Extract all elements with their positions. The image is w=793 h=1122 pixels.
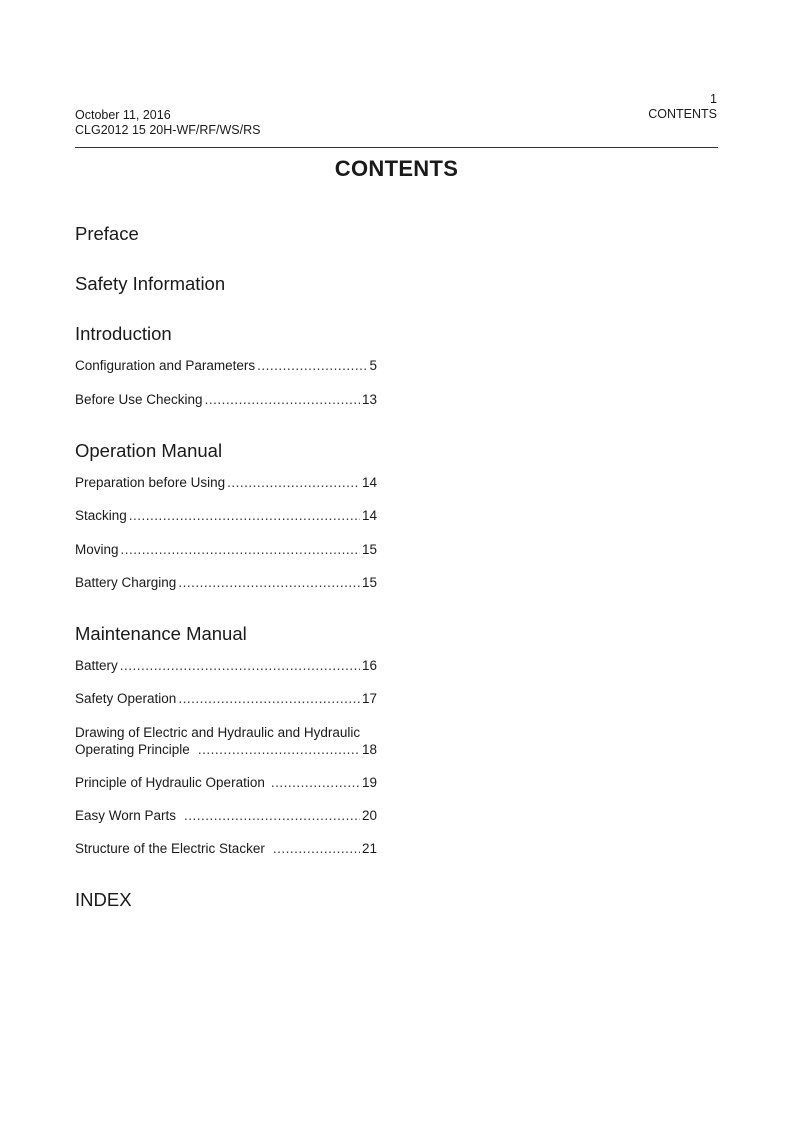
toc-introduction[interactable]: Introduction — [75, 323, 172, 344]
toc-entry-page: 16 — [361, 658, 377, 673]
toc-entry-label: Moving — [75, 542, 119, 557]
page-header-right — [648, 92, 717, 122]
toc-maintenance-manual[interactable]: Maintenance Manual — [75, 623, 247, 644]
leader-dots — [120, 657, 360, 674]
toc-entry-label: Configuration and Parameters — [75, 358, 256, 373]
toc-entry-label: Battery Charging — [75, 575, 177, 590]
toc-entry-label: Stacking — [75, 508, 127, 523]
toc-entry-page: 21 — [361, 841, 377, 856]
header-page-number: 1 — [710, 92, 717, 106]
toc-entry-page: 19 — [361, 775, 377, 790]
toc-entry[interactable] — [75, 391, 377, 408]
header-date: October 11, 2016 — [75, 108, 171, 122]
toc-entry[interactable] — [75, 357, 377, 374]
leader-dots — [227, 474, 360, 491]
toc-entry[interactable] — [75, 724, 377, 758]
leader-dots — [257, 357, 367, 374]
toc-entry-label: Structure of the Electric Stacker — [75, 841, 265, 856]
toc-operation-manual[interactable]: Operation Manual — [75, 440, 223, 461]
toc-entry-page: 5 — [369, 358, 377, 373]
toc-entry-page: 17 — [361, 691, 377, 706]
toc-entry-label: Principle of Hydraulic Operation — [75, 775, 265, 790]
toc-entry-label: Drawing of Electric and Hydraulic and Hydraulic — [75, 725, 361, 740]
leader-dots — [198, 741, 360, 758]
toc-entry-page: 18 — [361, 742, 377, 757]
toc-entry[interactable] — [75, 657, 377, 674]
toc-entry[interactable] — [75, 840, 377, 857]
toc-entry-label: Safety Operation — [75, 691, 177, 706]
leader-dots — [178, 574, 360, 591]
leader-dots — [129, 507, 360, 524]
toc-entry[interactable] — [75, 541, 377, 558]
toc-entry-page: 20 — [361, 808, 377, 823]
header-section: CONTENTS — [648, 107, 717, 121]
toc-entry[interactable] — [75, 574, 377, 591]
toc-entry[interactable] — [75, 690, 377, 707]
toc-entry[interactable] — [75, 507, 377, 524]
toc-entry-page: 13 — [361, 392, 377, 407]
toc-entry[interactable] — [75, 774, 377, 791]
leader-dots — [184, 807, 360, 824]
leader-dots — [273, 840, 360, 857]
toc-entry-label-continued: Operating Principle — [75, 742, 190, 757]
toc-entry-page: 14 — [361, 508, 377, 523]
toc-entry-page: 14 — [361, 475, 377, 490]
toc-safety-information[interactable]: Safety Information — [75, 273, 226, 294]
toc-entry-page: 15 — [361, 542, 377, 557]
page-header-left — [75, 108, 260, 138]
leader-dots — [205, 391, 360, 408]
toc-entry-label: Easy Worn Parts — [75, 808, 177, 823]
leader-dots — [121, 541, 360, 558]
header-rule — [75, 147, 718, 148]
leader-dots — [178, 690, 360, 707]
toc-entry-label: Preparation before Using — [75, 475, 226, 490]
header-model: CLG2012 15 20H-WF/RF/WS/RS — [75, 123, 261, 137]
toc-preface[interactable]: Preface — [75, 223, 139, 244]
leader-dots — [271, 774, 360, 791]
toc-entry-label: Battery — [75, 658, 118, 673]
page-title: CONTENTS — [334, 156, 459, 181]
toc-index[interactable]: INDEX — [75, 889, 132, 910]
toc-entry[interactable] — [75, 807, 377, 824]
toc-entry-page: 15 — [361, 575, 377, 590]
toc-entry-label: Before Use Checking — [75, 392, 203, 407]
toc-entry[interactable] — [75, 474, 377, 491]
